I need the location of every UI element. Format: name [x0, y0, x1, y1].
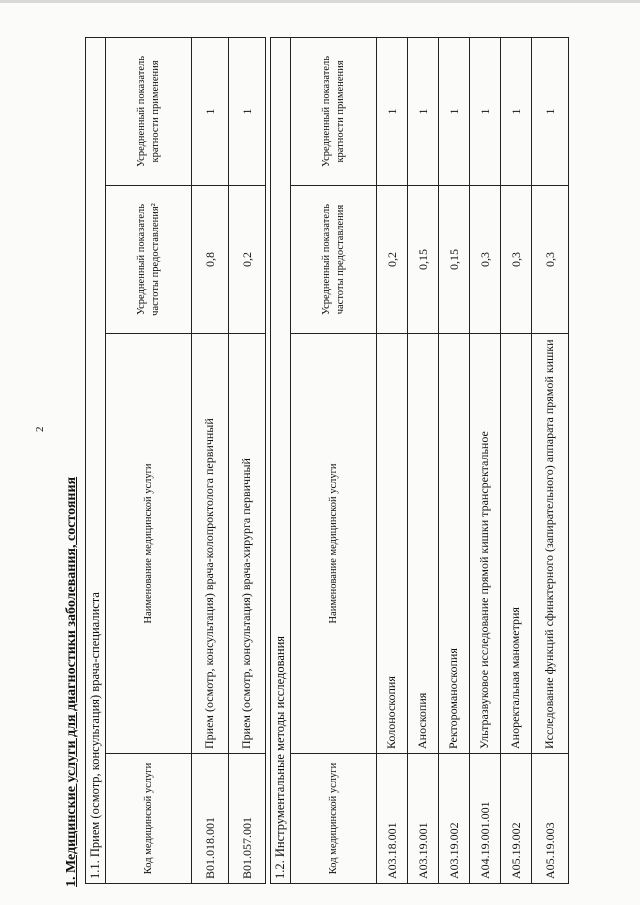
frequency-value: 0,3 [470, 186, 501, 334]
header-frequency: Усредненный показатель частоты предоставления² [106, 186, 192, 334]
instrumental-methods-table [270, 37, 569, 884]
section-title: 1. Медицинские услуги для диагностики заболевания, состояния [64, 476, 79, 887]
table-row [439, 37, 470, 883]
frequency-value: 0,2 [377, 186, 408, 334]
frequency-value: 0,3 [532, 186, 569, 334]
page-number: 2 [34, 426, 46, 432]
service-code: B01.057.001 [229, 754, 266, 884]
header-code: Код медицинской услуги [291, 754, 377, 884]
table-row [377, 37, 408, 883]
service-name: Прием (осмотр, консультация) врача-колопроктолога первичный [192, 334, 229, 754]
table-row [501, 37, 532, 883]
service-code: A04.19.001.001 [470, 754, 501, 884]
header-frequency: Усредненный показатель частоты предоставления [291, 186, 377, 334]
header-name: Наименование медицинской услуги [291, 334, 377, 754]
multiplicity-value: 1 [229, 37, 266, 185]
service-name: Аноректальная манометрия [501, 334, 532, 754]
consultations-table [85, 37, 266, 884]
service-name: Прием (осмотр, консультация) врача-хирурга первичный [229, 334, 266, 754]
service-code: A03.19.001 [408, 754, 439, 884]
table-row [532, 37, 569, 883]
table2-subhead: 1.2. Инструментальные методы исследования [271, 37, 291, 883]
frequency-value: 0,15 [408, 186, 439, 334]
service-name: Ультразвуковое исследование прямой кишки трансректальное [470, 334, 501, 754]
service-code: A05.19.002 [501, 754, 532, 884]
service-name: Ректороманоскопия [439, 334, 470, 754]
service-code: A05.19.003 [532, 754, 569, 884]
header-multiplicity: Усредненный показатель кратности применения [291, 37, 377, 185]
header-code: Код медицинской услуги [106, 754, 192, 884]
multiplicity-value: 1 [439, 37, 470, 185]
service-name: Колоноскопия [377, 334, 408, 754]
multiplicity-value: 1 [408, 37, 439, 185]
service-code: A03.19.002 [439, 754, 470, 884]
table-row [470, 37, 501, 883]
header-name: Наименование медицинской услуги [106, 334, 192, 754]
service-code: A03.18.001 [377, 754, 408, 884]
multiplicity-value: 1 [532, 37, 569, 185]
frequency-value: 0,3 [501, 186, 532, 334]
multiplicity-value: 1 [501, 37, 532, 185]
service-code: B01.018.001 [192, 754, 229, 884]
multiplicity-value: 1 [470, 37, 501, 185]
table-row [229, 37, 266, 883]
frequency-value: 0,15 [439, 186, 470, 334]
table-row [408, 37, 439, 883]
multiplicity-value: 1 [192, 37, 229, 185]
table1-subhead: 1.1. Прием (осмотр, консультация) врача-специалиста [86, 37, 106, 883]
service-name: Исследование функций сфинктерного (запирательного) аппарата прямой кишки [532, 334, 569, 754]
frequency-value: 0,8 [192, 186, 229, 334]
service-name: Аноскопия [408, 334, 439, 754]
header-multiplicity: Усредненный показатель кратности применения [106, 37, 192, 185]
frequency-value: 0,2 [229, 186, 266, 334]
multiplicity-value: 1 [377, 37, 408, 185]
table-row [192, 37, 229, 883]
